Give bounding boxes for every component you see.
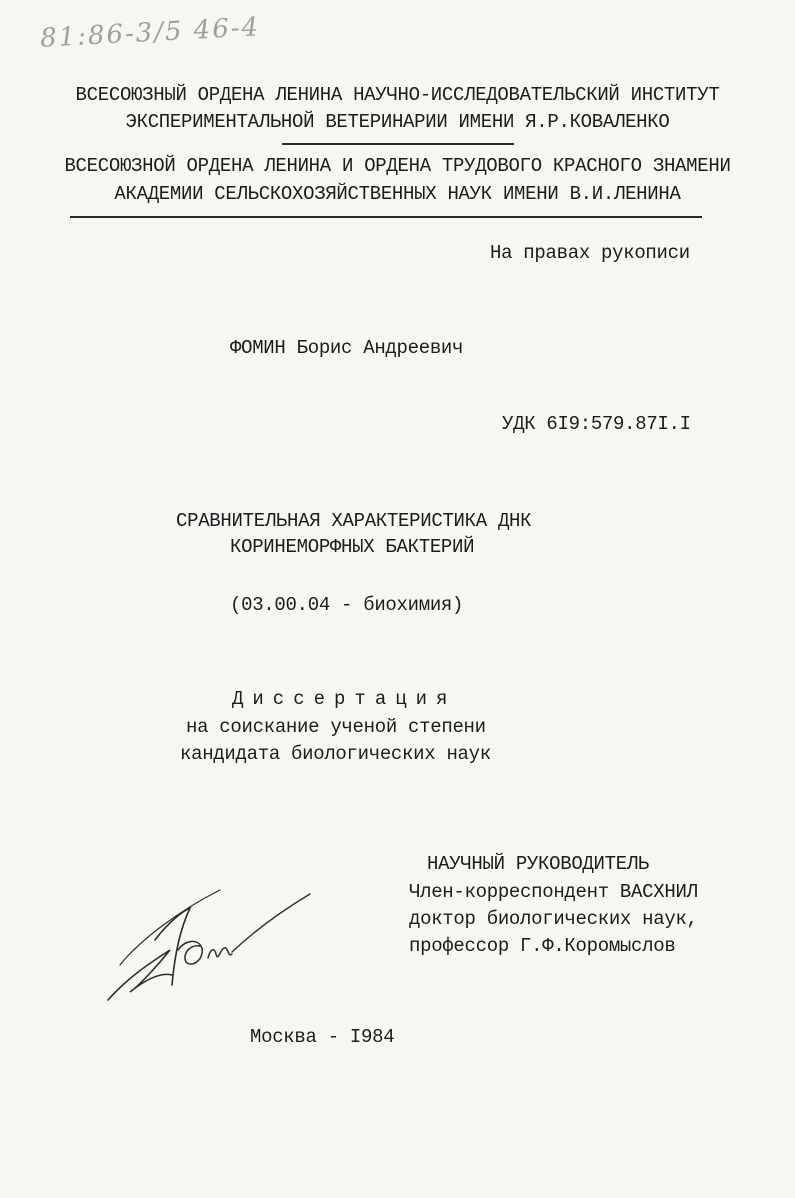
place-and-year: Москва - I984 [250, 1026, 395, 1048]
academy-line-2: АКАДЕМИИ СЕЛЬСКОХОЗЯЙСТВЕННЫХ НАУК ИМЕНИ В.И.ЛЕНИНА [114, 183, 681, 205]
specialty-code: (03.00.04 - биохимия) [230, 594, 464, 616]
dissertation-degree-line: на соискание ученой степени [186, 716, 486, 738]
supervisor-degree: доктор биологических наук, [409, 908, 698, 930]
dissertation-field-line: кандидата биологических наук [180, 743, 491, 765]
institute-line-2: ЭКСПЕРИМЕНТАЛЬНОЙ ВЕТЕРИНАРИИ ИМЕНИ Я.Р.КОВАЛЕНКО [125, 111, 670, 133]
institute-line-1: ВСЕСОЮЗНЫЙ ОРДЕНА ЛЕНИНА НАУЧНО-ИССЛЕДОВАТЕЛЬСКИЙ ИНСТИТУТ [75, 84, 720, 106]
manuscript-note: На правах рукописи [490, 242, 690, 264]
archive-mark: 81:86-3/5 46-4 [39, 12, 261, 54]
header-divider-short [282, 143, 514, 145]
dissertation-word: Диссертация [232, 688, 457, 710]
title-line-1: СРАВНИТЕЛЬНАЯ ХАРАКТЕРИСТИКА ДНК [176, 510, 532, 532]
academy-line-1: ВСЕСОЮЗНОЙ ОРДЕНА ЛЕНИНА И ОРДЕНА ТРУДОВОГО КРАСНОГО ЗНАМЕНИ [64, 155, 731, 177]
header-divider-long [70, 216, 702, 218]
title-line-2: КОРИНЕМОРФНЫХ БАКТЕРИЙ [230, 536, 475, 558]
supervisor-name: профессор Г.Ф.Коромыслов [409, 935, 676, 957]
udc-code: УДК 6I9:579.87I.I [502, 413, 691, 435]
author-name: ФОМИН Борис Андреевич [230, 337, 464, 359]
supervisor-title: Член-корреспондент ВАСХНИЛ [409, 881, 698, 903]
supervisor-heading: НАУЧНЫЙ РУКОВОДИТЕЛЬ [427, 853, 650, 875]
handwritten-signature [100, 880, 320, 1010]
